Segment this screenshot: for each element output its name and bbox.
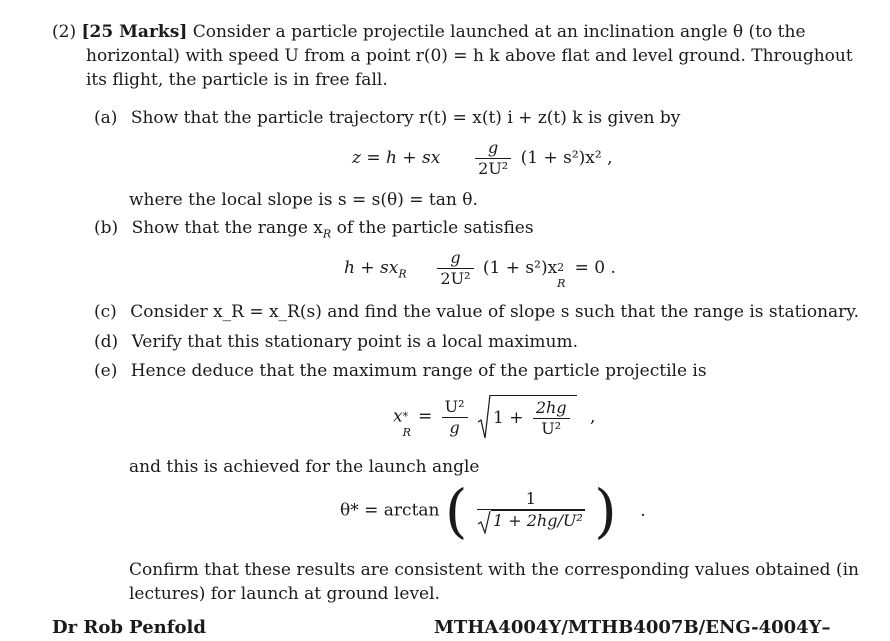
equation-a-denominator: 2U² (475, 158, 511, 179)
equation-b (344, 248, 616, 289)
equation-b-end: = 0 . (569, 258, 616, 278)
question-number (52, 22, 806, 42)
equation-e1-lhs-sup: * (402, 409, 409, 423)
part-d-text: Verify that this stationary point is a local maximum. (131, 332, 578, 352)
question-intro-line-2: horizontal) with speed U from a point r(0) = h k above flat and level ground. Throughout (86, 46, 853, 66)
equation-a-rhs: (1 + s²)x² , (520, 148, 613, 168)
equation-b-lhs-sub: R (398, 267, 407, 281)
equation-b-lhs: h + sx (344, 258, 399, 278)
equation-e1-end: , (589, 406, 596, 427)
equation-e1-sqrt-denominator: U² (533, 418, 570, 439)
equation-e1-sqrt (477, 394, 577, 440)
equation-e1-numerator: U² (444, 396, 465, 416)
equation-e1-sqrt-numerator: 2hg (535, 398, 567, 417)
part-e (94, 361, 707, 381)
left-paren-icon: ( (444, 477, 468, 545)
equation-b-rhs-sub: R (557, 277, 566, 290)
equation-e2-lhs: θ* = arctan (340, 500, 440, 521)
question-intro-line-3: its flight, the particle is in free fall. (86, 70, 388, 90)
equation-e1-equals: = (418, 406, 433, 427)
part-d (94, 332, 578, 352)
equation-e1-denominator: g (442, 417, 468, 438)
equation-b-denominator: 2U² (437, 268, 473, 289)
part-b (94, 218, 534, 240)
part-e-text: Hence deduce that the maximum range of the particle projectile is (130, 361, 707, 381)
part-e-confirm-line-1: Confirm that these results are consistent with the corresponding values obtained (in (129, 560, 859, 580)
equation-e1-fraction (442, 397, 468, 438)
right-paren-icon: ) (594, 477, 617, 545)
equation-e2 (340, 477, 646, 545)
part-e-label: (e) (94, 361, 118, 381)
equation-b-rhs-sup: 2 (557, 261, 565, 274)
equation-a-fraction (475, 138, 511, 179)
equation-e2-fraction (477, 489, 585, 534)
question-marks: [25 Marks] (81, 22, 188, 42)
part-e-mid: and this is achieved for the launch angle (129, 457, 480, 477)
equation-e1 (393, 394, 595, 440)
question-intro-line-1: Consider a particle projectile launched at an inclination angle θ (to the (192, 22, 806, 42)
equation-e2-denominator-text: 1 + 2hg/U² (492, 511, 583, 530)
footer-course-code: MTHA4004Y/MTHB4007B/ENG-4004Y– (434, 617, 831, 638)
equation-e1-lhs-sub: R (402, 425, 411, 439)
part-a-after: where the local slope is s = s(θ) = tan θ. (129, 190, 478, 210)
sqrt-symbol-icon (477, 394, 491, 440)
equation-e1-sqrt-fraction (533, 398, 570, 439)
part-b-text-end: of the particle satisfies (331, 218, 534, 238)
part-a (94, 108, 680, 128)
part-d-label: (d) (94, 332, 119, 352)
part-b-label: (b) (94, 218, 119, 238)
question-label: (2) (52, 22, 77, 42)
part-c-label: (c) (94, 302, 117, 322)
part-b-text-sub: R (322, 227, 332, 241)
equation-e2-end: . (640, 500, 646, 521)
equation-a-numerator: g (488, 138, 499, 157)
equation-b-numerator: g (450, 248, 461, 267)
part-a-label: (a) (94, 108, 118, 128)
equation-e2-denominator (477, 509, 585, 534)
footer-author: Dr Rob Penfold (52, 617, 206, 638)
equation-e1-lhs: x (393, 406, 403, 427)
equation-e2-numerator: 1 (525, 488, 536, 508)
part-c (94, 302, 859, 322)
equation-a-lhs: z = h + sx (352, 148, 441, 168)
equation-e1-sqrt-term: 1 + (492, 408, 524, 428)
part-c-text: Consider x_R = x_R(s) and find the value of slope s such that the range is stationary. (130, 302, 860, 322)
part-e-confirm-line-2: lectures) for launch at ground level. (129, 584, 440, 604)
equation-b-fraction (437, 248, 473, 289)
equation-b-rhs: (1 + s²)x (482, 258, 558, 278)
part-a-text: Show that the particle trajectory r(t) = x(t) i + z(t) k is given by (130, 108, 681, 128)
part-b-text: Show that the range x (131, 218, 323, 238)
equation-a (352, 138, 613, 179)
sqrt-symbol-icon (477, 510, 491, 534)
